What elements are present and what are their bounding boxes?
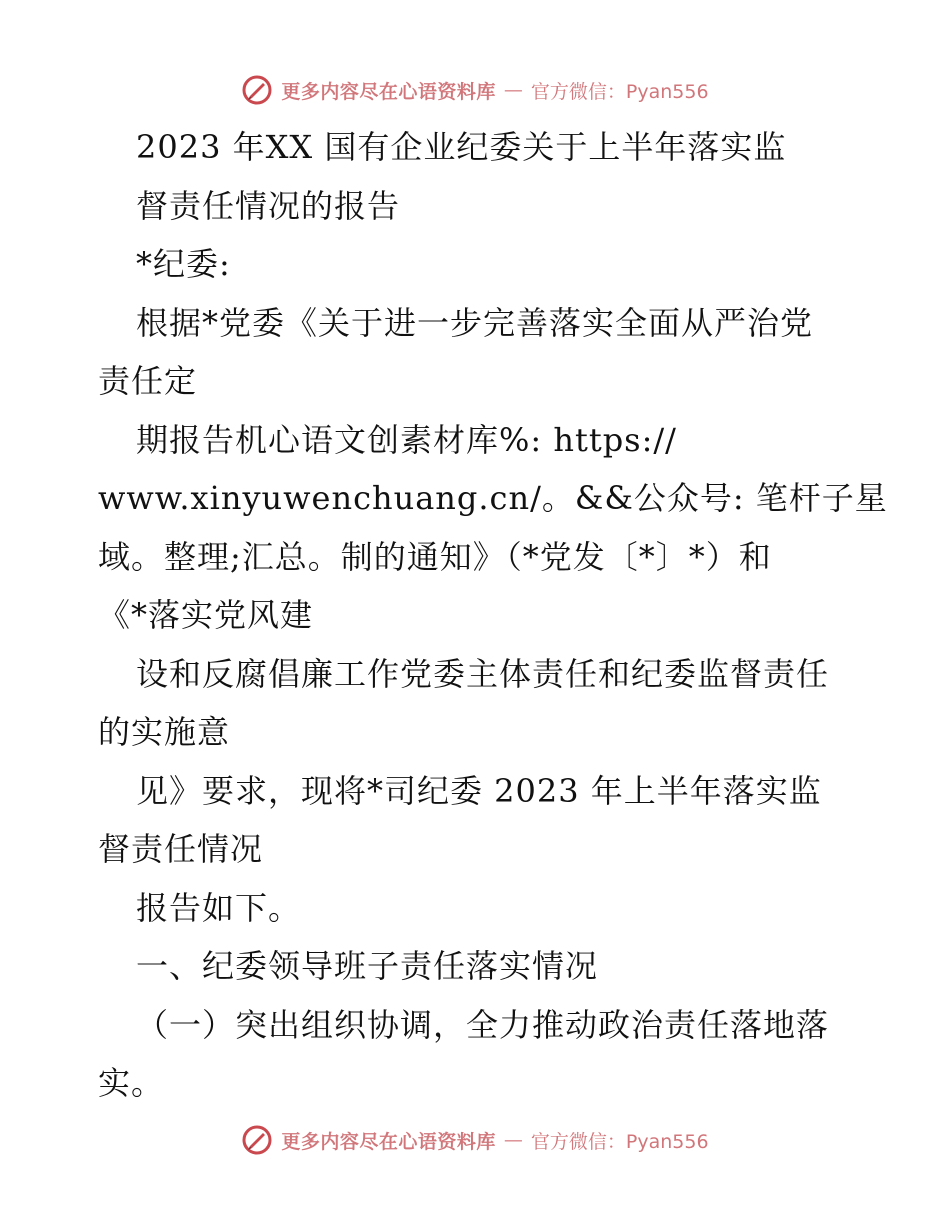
watermark-text: 更多内容尽在心语资料库 (281, 80, 496, 103)
pen-logo-icon (241, 74, 273, 106)
footer-watermark (0, 1120, 950, 1160)
document-line: 根据*党委《关于进一步完善落实全面从严治党 (136, 303, 814, 342)
watermark-separator: — (503, 79, 523, 101)
document-line: *纪委: (136, 245, 231, 283)
watermark-wechat: 官方微信：Pyan556 (530, 80, 709, 103)
watermark-text: 更多内容尽在心语资料库 (281, 1130, 496, 1153)
document-line: 设和反腐倡廉工作党委主体责任和纪委监督责任 (136, 654, 830, 693)
document-line: 督责任情况的报告 (136, 186, 401, 225)
document-line: 报告如下。 (136, 888, 302, 927)
document-line: www.xinyuwenchuang.cn/。&&公众号: 笔杆子星 (98, 479, 888, 517)
pen-logo-icon (241, 1124, 273, 1156)
document-line: 《*落实党风建 (98, 596, 314, 634)
watermark-wechat: 官方微信：Pyan556 (530, 1130, 709, 1153)
document-line: 期报告机心语文创素材库%: https:// (136, 420, 677, 459)
document-body (98, 118, 888, 1113)
document-line: （一）突出组织协调，全力推动政治责任落地落 (136, 1005, 830, 1044)
watermark-separator: — (503, 1129, 523, 1151)
document-line: 的实施意 (98, 713, 231, 751)
document-line: 一、纪委领导班子责任落实情况 (136, 947, 599, 985)
document-line: 实。 (98, 1064, 165, 1102)
document-line: 见》要求，现将*司纪委 2023 年上半年落实监 (136, 771, 822, 810)
document-line: 责任定 (98, 362, 198, 400)
document-line: 2023 年XX 国有企业纪委关于上半年落实监 (136, 128, 787, 166)
document-line: 督责任情况 (98, 830, 264, 868)
header-watermark (0, 70, 950, 110)
document-line: 域。整理;汇总。制的通知》（*党发〔*〕*）和 (98, 537, 772, 576)
